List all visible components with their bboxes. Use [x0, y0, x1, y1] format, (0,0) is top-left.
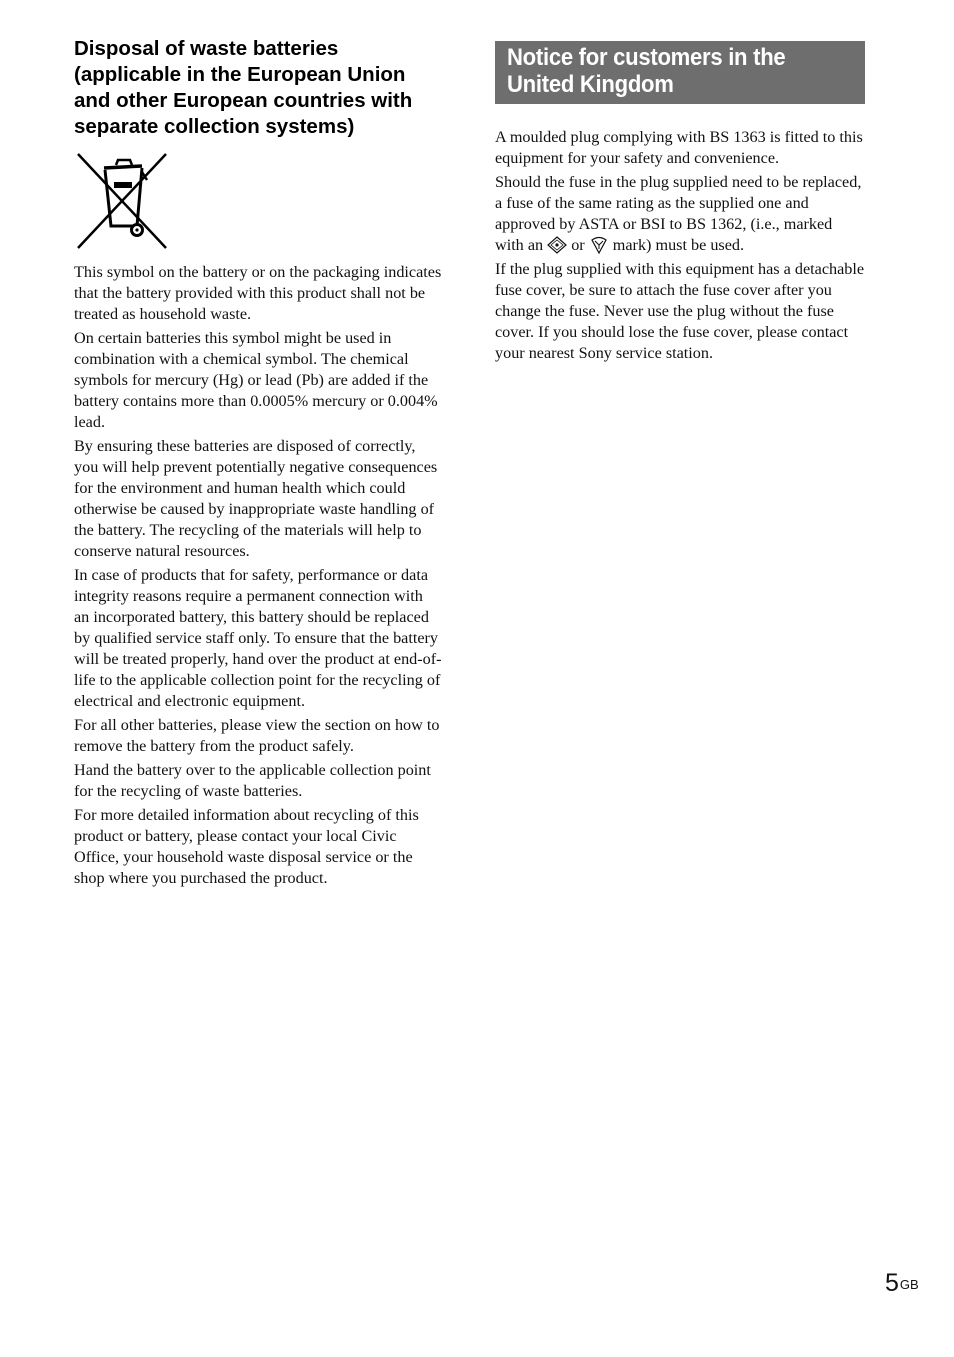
battery-paragraph: This symbol on the battery or on the packaging indicates that the battery provided with this product shall not be treated as household waste. — [74, 263, 442, 323]
battery-disposal-heading: Disposal of waste batteries (applicable in the European Union and other European countries with separate collection systems) — [74, 37, 413, 138]
battery-paragraph: In case of products that for safety, performance or data integrity reasons require a permanent connection with an incorporated battery, this battery should be replaced by qualified service staff only. To ensure that the battery will be treated properly, hand over the product at end-of-life to the applicable collection point for the recycling of electrical and electronic equipment. — [74, 566, 442, 710]
battery-paragraph: For all other batteries, please view the section on how to remove the battery from the product safely. — [74, 716, 440, 755]
page-number-value: 5 — [885, 1269, 899, 1297]
uk-notice-paragraph: If the plug supplied with this equipment has a detachable fuse cover, be sure to attach the fuse cover after you change the fuse. Never use the plug without the fuse cover. If you should lose the fuse cover, please contact your nearest Sony service station. — [495, 260, 865, 362]
fuse-text-before: Should the fuse in the plug supplied need to be replaced, a fuse of the same rating as the supplied one and approved by ASTA or BSI to BS 1362, (i.e., marked with an — [495, 173, 862, 254]
battery-paragraph: By ensuring these batteries are disposed of correctly, you will help prevent potentially negative consequences for the environment and human health which could otherwise be caused by inappropriate waste handling of the battery. The recycling of the materials will help to conserve natural resources. — [74, 437, 438, 560]
battery-disposal-section — [74, 36, 442, 892]
uk-notice-title-line-2: United Kingdom — [507, 71, 674, 98]
crossed-out-wheelie-bin-icon — [74, 152, 170, 252]
battery-paragraph: For more detailed information about recycling of this product or battery, please contact your local Civic Office, your household waste disposal service or the shop where you purchased the product. — [74, 806, 419, 887]
uk-notice-paragraph: A moulded plug complying with BS 1363 is fitted to this equipment for your safety and convenience. — [495, 128, 863, 167]
fuse-text-after: mark) must be used. — [612, 236, 745, 254]
page-number-suffix: GB — [899, 1277, 919, 1292]
uk-notice-section — [495, 41, 865, 367]
uk-notice-title-line-1: Notice for customers in the — [507, 44, 786, 71]
bsi-kitemark-icon — [589, 236, 609, 254]
uk-notice-title-box — [495, 41, 865, 104]
battery-paragraph: Hand the battery over to the applicable collection point for the recycling of waste batteries. — [74, 761, 431, 800]
uk-notice-paragraph-fuse — [495, 172, 865, 256]
fuse-text-or: or — [571, 236, 585, 254]
asta-mark-icon — [547, 236, 567, 254]
battery-paragraph: On certain batteries this symbol might be used in combination with a chemical symbol. The chemical symbols for mercury (Hg) or lead (Pb) are added if the battery contains more than 0.0005% mercury or 0.004% lead. — [74, 329, 438, 431]
page-number — [885, 1268, 919, 1298]
